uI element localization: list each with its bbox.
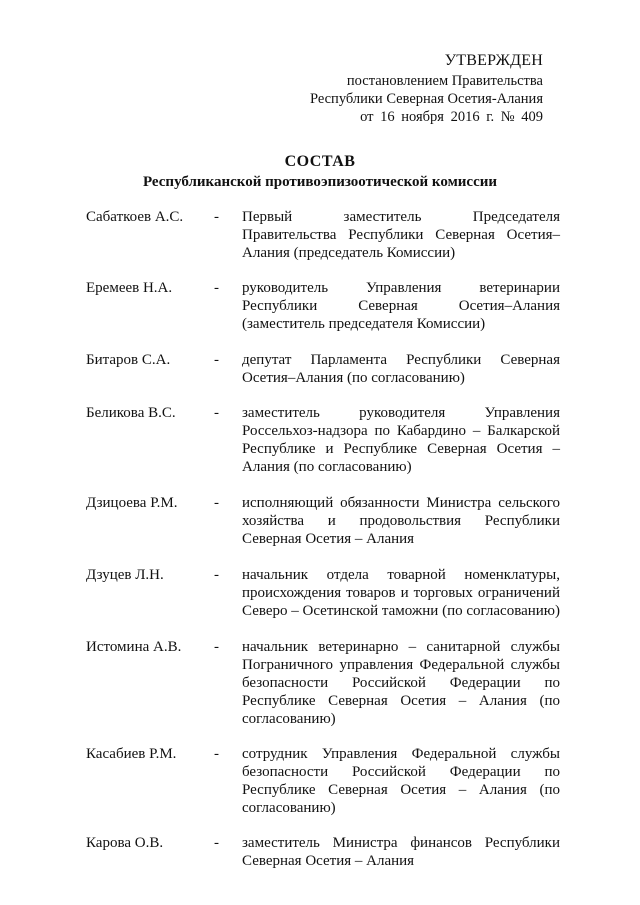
member-role: заместитель Министра финансов Республики Северная Осетия – Алания — [242, 835, 560, 869]
member-dash: - — [214, 746, 219, 762]
member-name: Касабиев Р.М. — [86, 746, 177, 762]
member-row — [86, 745, 560, 817]
member-name: Дзицоева Р.М. — [86, 495, 178, 511]
member-row — [86, 834, 560, 870]
member-name: Беликова В.С. — [86, 405, 176, 421]
member-name: Еремеев Н.А. — [86, 280, 173, 296]
member-name: Истомина А.В. — [86, 639, 182, 655]
member-dash: - — [214, 567, 219, 583]
document-title: СОСТАВ — [284, 153, 356, 170]
member-role: сотрудник Управления Федеральной службы безопасности Российской Федерации по Республике Северная Осетия – Алания (по согласованию) — [242, 746, 560, 816]
member-name: Сабаткоев А.С. — [86, 209, 184, 225]
document-heading — [0, 152, 640, 192]
member-role: начальник отдела товарной номенклатуры, происхождения товаров и торговых ограничений Северо – Осетинской таможни (по согласованию) — [242, 567, 561, 619]
approval-stamp: УТВЕРЖДЕН — [444, 52, 543, 69]
member-row — [86, 566, 560, 620]
member-row — [86, 638, 560, 728]
member-dash: - — [214, 405, 219, 421]
member-name: Карова О.В. — [86, 835, 164, 851]
member-dash: - — [214, 835, 219, 851]
member-row — [86, 279, 560, 333]
approval-date: от 16 ноября 2016 г. № 409 — [360, 109, 543, 125]
member-name: Дзуцев Л.Н. — [86, 567, 164, 583]
member-row — [86, 404, 560, 476]
approval-line-2: Республики Северная Осетия-Алания — [309, 91, 543, 107]
member-dash: - — [214, 495, 219, 511]
member-role: депутат Парламента Республики Северная Осетия–Алания (по согласованию) — [242, 352, 560, 386]
member-role: Первый заместитель Председателя Правительства Республики Северная Осетия–Алания (председатель Комиссии) — [242, 209, 560, 261]
member-dash: - — [214, 352, 219, 368]
document-subtitle: Республиканской противоэпизоотической комиссии — [142, 174, 498, 190]
member-name: Битаров С.А. — [86, 352, 171, 368]
approval-block — [310, 52, 543, 126]
member-dash: - — [214, 639, 219, 655]
member-dash: - — [214, 280, 219, 296]
member-row — [86, 208, 560, 262]
member-role: руководитель Управления ветеринарии Республики Северная Осетия–Алания (заместитель председателя Комиссии) — [242, 280, 560, 332]
member-role: начальник ветеринарно – санитарной службы Пограничного управления Федеральной службы безопасности Российской Федерации по Республике Северная Осетия – Алания (по согласованию) — [242, 639, 560, 727]
approval-line-1: постановлением Правительства — [346, 73, 543, 89]
member-dash: - — [214, 209, 219, 225]
member-row — [86, 494, 560, 548]
member-row — [86, 351, 560, 387]
members-list — [86, 208, 560, 870]
member-role: исполняющий обязанности Министра сельского хозяйства и продовольствия Республики Северная Осетия – Алания — [242, 495, 560, 547]
member-role: заместитель руководителя Управления Россельхоз-надзора по Кабардино – Балкарской Республике и Республике Северная Осетия – Алания (по согласованию) — [242, 405, 560, 475]
